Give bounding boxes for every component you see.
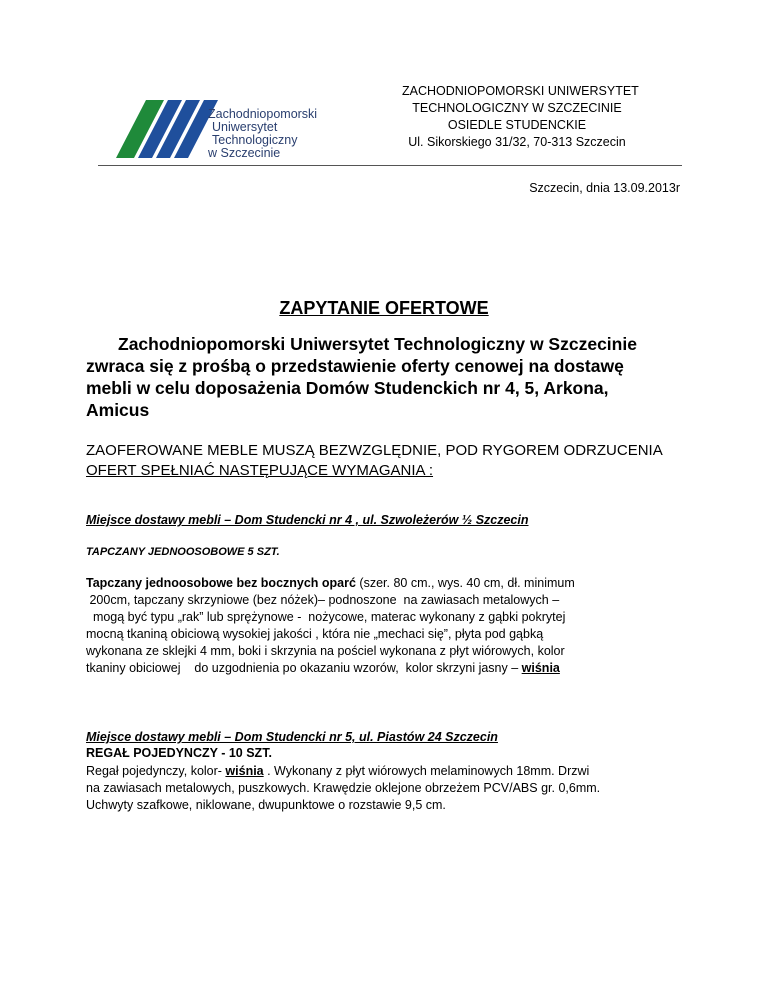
section1-desc-bold: Tapczany jednoosobowe bez bocznych oparć <box>86 576 356 590</box>
document-date: Szczecin, dnia 13.09.2013r <box>529 181 680 195</box>
section1-color-word: wiśnia <box>521 661 560 675</box>
section2-desc-line <box>86 763 686 780</box>
intro-paragraph <box>86 333 686 421</box>
section2-item-heading: REGAŁ POJEDYNCZY - 10 SZT. <box>86 746 272 760</box>
section1-desc-line: mocną tkaniną obiciową wysokiej jakości , która nie „mechaci się”, płyta pod gąbką <box>86 627 544 641</box>
section1-desc-line <box>86 660 686 677</box>
requirements-line: OFERT SPEŁNIAĆ NASTĘPUJĄCE WYMAGANIA : <box>86 462 434 479</box>
section2-desc-rest: . Wykonany z płyt wiórowych melaminowych 18mm. Drzwi <box>263 764 590 778</box>
requirements-line: ZAOFEROWANE MEBLE MUSZĄ BEZWZGLĘDNIE, POD RYGOREM ODRZUCENIA <box>86 442 663 459</box>
section1-desc-line: wykonana ze sklejki 4 mm, boki i skrzynia na pościel wykonana z płyt wiórowych, kolor <box>86 644 565 658</box>
intro-line: zwraca się z prośbą o przedstawienie oferty cenowej na dostawę <box>86 356 624 376</box>
section1-desc-line: mogą być typu „rak” lub sprężynowe - nożycowe, materac wykonany z gąbki pokrytej <box>86 610 566 624</box>
section1-location: Miejsce dostawy mebli – Dom Studencki nr 4 , ul. Szwoleżerów ½ Szczecin <box>86 513 529 527</box>
section1-item-heading: TAPCZANY JEDNOOSOBOWE 5 SZT. <box>86 546 280 558</box>
logo-text <box>208 108 317 160</box>
document-title: ZAPYTANIE OFERTOWE <box>279 298 489 318</box>
intro-line: Zachodniopomorski Uniwersytet Technologiczny w Szczecinie <box>118 334 637 354</box>
section2-description <box>86 763 686 814</box>
section1-desc-last: tkaniny obiciowej do uzgodnienia po okazaniu wzorów, kolor skrzyni jasny – <box>86 661 522 675</box>
logo-line: Zachodniopomorski <box>208 107 318 121</box>
header-line: ZACHODNIOPOMORSKI UNIWERSYTET <box>402 84 639 98</box>
section2-location: Miejsce dostawy mebli – Dom Studencki nr 5, ul. Piastów 24 Szczecin <box>86 730 498 744</box>
section2-desc-start: Regał pojedynczy, kolor- <box>86 764 226 778</box>
header-line: Ul. Sikorskiego 31/32, 70-313 Szczecin <box>408 135 626 149</box>
intro-line: mebli w celu doposażenia Domów Studenckich nr 4, 5, Arkona, <box>86 378 609 398</box>
header-divider <box>98 165 682 166</box>
section2-desc-line: Uchwyty szafkowe, niklowane, dwupunktowe o rozstawie 9,5 cm. <box>86 798 446 812</box>
requirements-notice <box>86 441 663 481</box>
logo-line: Uniwersytet <box>212 120 278 134</box>
section1-desc-line <box>86 575 686 592</box>
section2-color-word: wiśnia <box>225 764 264 778</box>
section1-description <box>86 575 686 677</box>
section1-desc-line: 200cm, tapczany skrzyniowe (bez nóżek)– podnoszone na zawiasach metalowych – <box>86 593 560 607</box>
logo-line: Technologiczny <box>212 133 298 147</box>
header-address <box>402 83 639 151</box>
section2-desc-line: na zawiasach metalowych, puszkowych. Krawędzie oklejone obrzeżem PCV/ABS gr. 0,6mm. <box>86 781 601 795</box>
section1-desc-rest: (szer. 80 cm., wys. 40 cm, dł. minimum <box>355 576 575 590</box>
header-line: OSIEDLE STUDENCKIE <box>447 118 587 132</box>
header-line: TECHNOLOGICZNY W SZCZECINIE <box>412 101 622 115</box>
logo-line: w Szczecinie <box>208 146 281 160</box>
intro-line: Amicus <box>86 400 150 420</box>
